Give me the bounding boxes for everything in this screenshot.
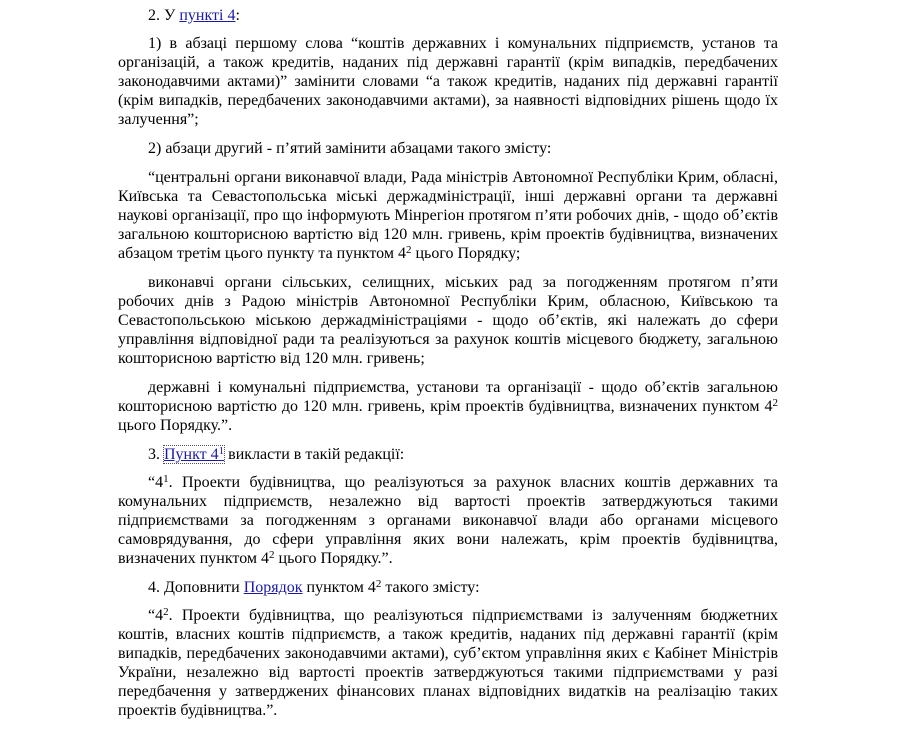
superscript-2: 2 (269, 549, 275, 561)
link-punkt-4-1[interactable] (164, 446, 224, 463)
central-authorities-text: “центральні органи виконавчої влади, Рада міністрів Автономної Республіки Крим, обласні, Київська та Севастопольська міські держадміністрації, інші державні органи та державні наукові організації, про що інформують Мінрегіон протягом п’яти робочих днів, - щодо об’єктів загальною кошторисною вартістю від 120 млн. гривень, крім проектів будівництва, визначених абзацом третім цього пункту та пунктом 4 (118, 169, 778, 262)
paragraph-local-councils: виконавчі органи сільських, селищних, міських рад за погодженням протягом п’яти робочих днів з Радою міністрів Автономної Республіки Крим, обласною, Київською та Севастопольською міською держадміністраціями - щодо об’єктів, які належать до сфери управління відповідної ради та реалізуються за рахунок коштів місцевого бюджету, загальною кошторисною вартістю від 120 млн. гривень; (118, 274, 778, 367)
item-4-mid: пунктом 4 (302, 579, 376, 596)
item-3-suffix: викласти в такій редакції: (224, 446, 405, 463)
superscript-2: 2 (163, 606, 169, 618)
superscript-2: 2 (405, 244, 412, 256)
point-4-2-head: “4 (148, 607, 164, 624)
superscript-1: 1 (218, 445, 225, 457)
document-body (118, 6, 778, 730)
superscript-1: 1 (163, 473, 169, 485)
paragraph-point-4-2 (118, 606, 778, 720)
enterprises-text: державні і комунальні підприємства, установи та організації - щодо об’єктів загальною кошторисною вартістю до 120 млн. гривень, крім проектів будівництва, визначених пунктом 4 (118, 379, 778, 415)
paragraph-item-3 (118, 445, 778, 464)
point-4-1-tail: цього Порядку.”. (274, 550, 393, 567)
superscript-2: 2 (375, 578, 382, 590)
paragraph-central-authorities (118, 168, 778, 263)
central-authorities-tail: цього Порядку; (411, 245, 521, 262)
point-4-1-text: . Проекти будівництва, що реалізуються за рахунок власних коштів державних та комунальних підприємств, незалежно від вартості проектів затверджуються такими підприємствами за погодженням з органами виконавчої влади або органами місцевого самоврядування, до сфери управління яких вони належать, крім проектів будівництва, визначених пунктом 4 (118, 474, 778, 567)
paragraph-item-2 (118, 6, 778, 25)
paragraph-subitem-2: 2) абзаци другий - п’ятий замінити абзацами такого змісту: (148, 140, 552, 157)
link-punkt-4[interactable]: пункті 4 (179, 7, 236, 24)
point-4-1-head: “4 (148, 474, 164, 491)
paragraph-item-4 (118, 578, 778, 597)
link-punkt-4-1-label: Пункт 4 (164, 446, 219, 463)
paragraph-point-4-1 (118, 473, 778, 568)
link-poryadok[interactable]: Порядок (243, 579, 303, 596)
item-2-suffix: : (235, 7, 240, 24)
paragraph-enterprises (118, 378, 778, 435)
item-4-suffix: такого змісту: (381, 579, 480, 596)
item-4-prefix: 4. Доповнити (148, 579, 244, 596)
paragraph-subitem-1: 1) в абзаці першому слова “коштів державних і комунальних підприємств, установ та організацій, а також кредитів, наданих під державні гарантії (крім випадків, передбачених законодавчими актами)” замінити словами “а також кредитів, наданих під державні гарантії (крім випадків, передбачених законодавчими актами), за наявності відповідних рішень щодо їх залучення”; (118, 35, 778, 128)
item-2-prefix: 2. У (148, 7, 180, 24)
enterprises-tail: цього Порядку.”. (118, 417, 233, 434)
point-4-2-text: . Проекти будівництва, що реалізуються підприємствами із залученням бюджетних коштів, власних коштів підприємств, а також кредитів, наданих під державні гарантії (крім випадків, передбачених законодавчими актами), суб’єктом управління яких є Кабінет Міністрів України, незалежно від вартості проектів затверджуються такими підприємствами у разі передбачення у затверджених фінансових планах відповідних видатків на реалізацію таких проектів будівництва.”. (118, 607, 778, 719)
item-3-prefix: 3. (148, 446, 164, 463)
superscript-2: 2 (772, 397, 778, 409)
